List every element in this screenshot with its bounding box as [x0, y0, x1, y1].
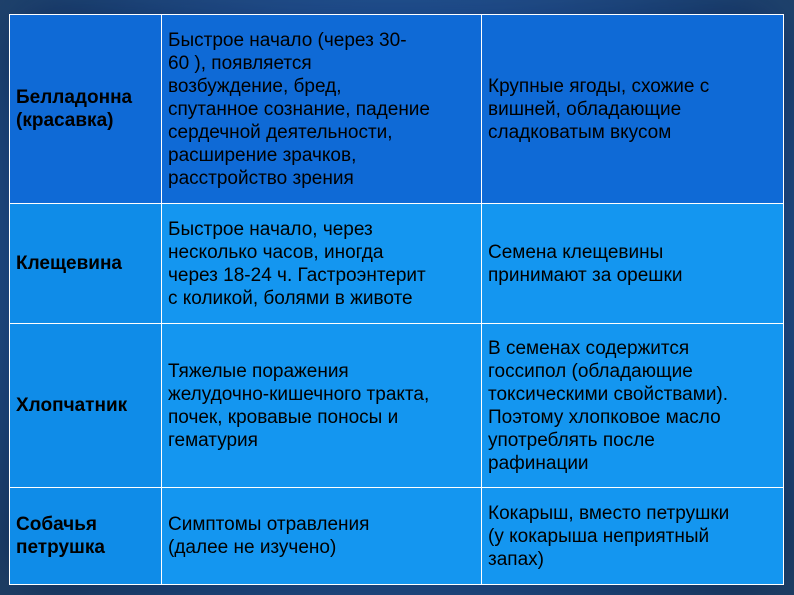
plant-name: Собачья петрушка [16, 514, 105, 558]
plant-note-cell: Семена клещевины принимают за орешки [482, 204, 784, 324]
plant-name: Хлопчатник [16, 395, 128, 416]
table-row-belladonna [10, 15, 784, 204]
plant-note-cell: Кокарыш, вместо петрушки (у кокарыша неприятный запах) [482, 488, 784, 585]
plant-name: Клещевина [16, 253, 122, 274]
table-row-cotton [10, 324, 784, 488]
poisoning-effects-cell: Быстрое начало (через 30- 60 ), появляется возбуждение, бред, спутанное сознание, падение сердечной деятельности, расширение зрачков, расстройство зрения [162, 15, 482, 204]
table-row-castor [10, 204, 784, 324]
poisoning-effects-cell: Тяжелые поражения желудочно-кишечного тракта, почек, кровавые поносы и гематурия [162, 324, 482, 488]
plant-name-cell [10, 15, 162, 204]
poisonous-plants-table [9, 14, 784, 585]
plant-name-cell [10, 204, 162, 324]
poisoning-effects-cell: Быстрое начало, через несколько часов, иногда через 18-24 ч. Гастроэнтерит с коликой, болями в животе [162, 204, 482, 324]
plant-name-cell [10, 488, 162, 585]
plant-name: Белладонна (красавка) [16, 87, 133, 131]
plant-note-cell: В семенах содержится госсипол (обладающие токсическими свойствами). Поэтому хлопковое масло употреблять после рафинации [482, 324, 784, 488]
plant-note-cell: Крупные ягоды, схожие с вишней, обладающие сладковатым вкусом [482, 15, 784, 204]
table-row-fools-parsley [10, 488, 784, 585]
plant-name-cell [10, 324, 162, 488]
poisoning-effects-cell: Симптомы отравления (далее не изучено) [162, 488, 482, 585]
